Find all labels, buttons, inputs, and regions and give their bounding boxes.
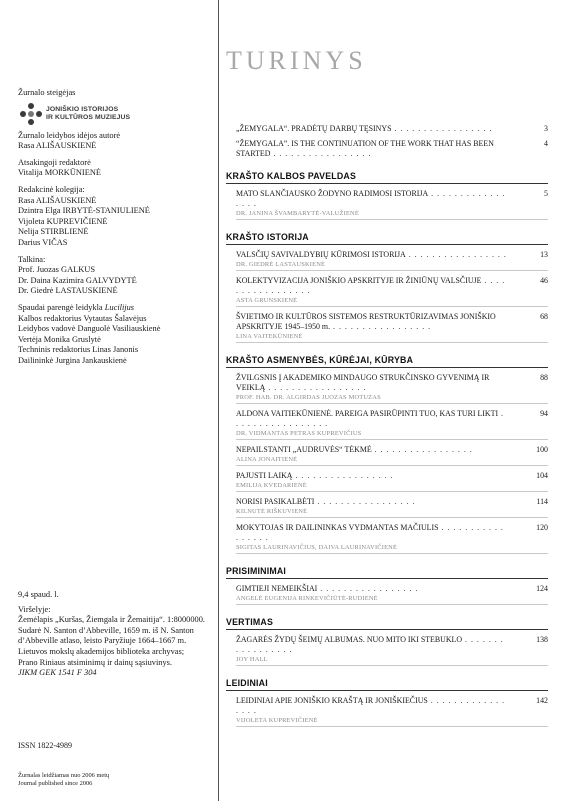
toc-entry-title xyxy=(236,635,548,655)
toc-entry-author: LINA VAITEKŪNIENĖ xyxy=(236,333,303,340)
board-member: Nelija STIRBLIENĖ xyxy=(18,227,89,237)
cover-desc: d’Abbeville atlaso, leisto Paryžiuje 1664–1667 m. xyxy=(18,636,187,646)
section-heading: PRISIMINIMAI xyxy=(226,566,548,579)
entry-rule xyxy=(236,517,548,518)
editor-name: Vitalija MORKŪNIENĖ xyxy=(18,168,102,178)
toc-entry-title-text: VALSČIŲ SAVIVALDYBIŲ KŪRIMOSI ISTORIJA xyxy=(236,250,406,259)
toc-entry-title xyxy=(236,189,548,209)
leader-dots: . . . . . . . . . . . . . . . . . xyxy=(270,149,372,158)
toc-entry-title xyxy=(236,523,548,543)
toc-section xyxy=(226,566,548,605)
founder-label: Žurnalo steigėjas xyxy=(18,88,76,97)
print-sheets: 9,4 spaud. l. xyxy=(18,590,59,599)
toc-entry-title-text: LEIDINIAI APIE JONIŠKIO KRAŠTĄ IR JONIŠKIEČIUS xyxy=(236,696,428,705)
toc-page-number: 138 xyxy=(536,635,548,644)
cover-desc: Sudarė N. Santon d’Abbeville, 1659 m. iš N. Santon xyxy=(18,625,194,635)
toc-entry-title-text: ALDONA VAITIEKŪNIENĖ. PAREIGA PASIRŪPINTI TUO, KAS TURI LIKTI xyxy=(236,409,499,418)
leader-dots: . . . . . . . . . . . . . . . . . xyxy=(236,189,506,208)
toc-page-number: 104 xyxy=(536,471,548,480)
board-member: Darius VIČAS xyxy=(18,237,68,247)
leader-dots: . . . . . . . . . . . . . . . . . xyxy=(236,696,506,715)
toc-page-number: 114 xyxy=(536,497,548,506)
press-name: Lucilijus xyxy=(104,302,135,312)
toc-entry-title-text: GIMTIEJI NEMEIKŠIAI xyxy=(236,584,318,593)
toc-page-number: 142 xyxy=(536,696,548,705)
leader-dots: . . . . . . . . . . . . . . . . . xyxy=(236,276,506,295)
toc-entry[interactable] xyxy=(236,139,548,159)
toc-entry[interactable] xyxy=(236,471,548,492)
toc-entry[interactable] xyxy=(236,635,548,666)
press-credit: Techninis redaktorius Linas Janonis xyxy=(18,345,139,355)
toc-entry-title xyxy=(236,497,548,507)
toc-entry-title xyxy=(236,124,548,134)
toc-entry-title-text: ŠVIETIMO IR KULTŪROS SISTEMOS RESTRUKTŪRIZAVIMAS JONIŠKIO APSKRITYJE 1945–1950 m. xyxy=(236,312,496,331)
leader-dots: . . . . . . . . . . . . . . . . . xyxy=(405,250,507,259)
toc-section xyxy=(226,232,548,343)
leader-dots: . . . . . . . . . . . . . . . . . xyxy=(314,497,416,506)
section-heading: KRAŠTO ISTORIJA xyxy=(226,232,548,245)
entry-rule xyxy=(236,726,548,727)
toc-entry-title xyxy=(236,471,548,481)
toc-page-number: 88 xyxy=(540,373,548,382)
editor-label: Atsakingoji redaktorė xyxy=(18,157,91,167)
cover-desc: Lietuvos mokslų akademijos biblioteka archyvas; xyxy=(18,646,185,656)
leader-dots: . . . . . . . . . . . . . . . . . xyxy=(236,523,504,542)
toc-entry-title xyxy=(236,312,548,332)
toc-page-number: 68 xyxy=(540,312,548,321)
board-member: Rasa ALIŠAUSKIENĖ xyxy=(18,195,97,205)
press-credit: Kalbos redaktorius Vytautas Šalavėjus xyxy=(18,313,147,323)
toc-entry-title xyxy=(236,373,548,393)
toc-entry-title-text: “ŽEMYGALA”. IS THE CONTINUATION OF THE WORK THAT HAS BEEN STARTED xyxy=(236,139,494,158)
toc-entry-title-text: PAJUSTI LAIKĄ xyxy=(236,471,293,480)
toc-entry[interactable] xyxy=(236,409,548,440)
section-heading: LEIDINIAI xyxy=(226,678,548,691)
entry-rule xyxy=(236,491,548,492)
toc-page-number: 5 xyxy=(544,189,548,198)
leader-dots: . . . . . . . . . . . . . . . . . xyxy=(292,471,394,480)
entry-rule xyxy=(236,665,548,666)
talkina-label: Talkina: xyxy=(18,254,46,264)
board-label: Redakcinė kolegija: xyxy=(18,184,85,194)
entry-rule xyxy=(236,306,548,307)
toc-section xyxy=(226,678,548,727)
toc-entry-title xyxy=(236,584,548,594)
toc-entry-title-text: ŽVILGSNIS Į AKADEMIKO MINDAUGO STRUKČINSKO GYVENIMĄ IR VEIKLĄ xyxy=(236,373,490,392)
toc-page-number: 46 xyxy=(540,276,548,285)
toc-entry[interactable] xyxy=(236,189,548,220)
toc-entry-title-text: „ŽEMYGALA“. PRADĖTŲ DARBŲ TĘSINYS xyxy=(236,124,392,133)
cover-label: Viršelyje: xyxy=(18,604,51,614)
section-heading: KRAŠTO ASMENYBĖS, KŪRĖJAI, KŪRYBA xyxy=(226,355,548,368)
entry-rule xyxy=(236,270,548,271)
toc-entry[interactable] xyxy=(236,124,548,134)
entry-rule xyxy=(236,553,548,554)
toc-entry-author: KILNUTĖ RIŠKUVIENĖ xyxy=(236,508,308,515)
toc-entry-title xyxy=(236,250,548,260)
entry-rule xyxy=(236,439,548,440)
leader-dots: . . . . . . . . . . . . . . . . . xyxy=(236,409,505,428)
board-member: Vijoleta KUPREVIČIENĖ xyxy=(18,216,108,226)
contributor: Dr. Giedrė LASTAUSKIENĖ xyxy=(18,286,118,296)
press-credit: Vertėja Monika Gruslytė xyxy=(18,334,101,344)
table-of-contents xyxy=(226,124,548,739)
toc-entry-author: ASTA GRUNSKIENĖ xyxy=(236,297,298,304)
toc-page-number: 120 xyxy=(536,523,548,532)
toc-page-number: 4 xyxy=(544,139,548,148)
logo-line-1: JONIŠKIO ISTORIJOS xyxy=(46,106,119,113)
toc-page-number: 94 xyxy=(540,409,548,418)
contributor: Prof. Juozas GALKUS xyxy=(18,265,95,275)
toc-entry-author: ANGELĖ EUGENIJA RINKEVIČIŪTĖ-RUDIENĖ xyxy=(236,595,378,602)
toc-entry-title-text: NORISI PASIKALBĖTI xyxy=(236,497,315,506)
toc-section xyxy=(226,171,548,220)
contributors xyxy=(18,255,218,297)
toc-entry[interactable] xyxy=(236,276,548,307)
museum-logo-icon xyxy=(20,103,42,125)
toc-entry[interactable] xyxy=(236,312,548,343)
toc-entry-author: DR. VIDMANTAS PETRAS KUPREVIČIUS xyxy=(236,430,362,437)
leader-dots: . . . . . . . . . . . . . . . . . xyxy=(391,124,493,133)
page-title: TURINYS xyxy=(226,46,367,75)
toc-entry-title xyxy=(236,445,548,455)
toc-entry-author: EMILIJA KVEDARIENĖ xyxy=(236,482,307,489)
entry-rule xyxy=(236,604,548,605)
logo-line-2: IR KULTŪROS MUZIEJUS xyxy=(46,113,131,121)
toc-entry[interactable] xyxy=(236,696,548,727)
toc-entry-author: SIGITAS LAURINAVIČIUS, DAIVA LAURINAVIČIENĖ xyxy=(236,544,398,551)
leader-dots: . . . . . . . . . . . . . . . . . xyxy=(317,584,419,593)
contributor: Dr. Daina Kazimira GALVYDYTĖ xyxy=(18,275,137,285)
leader-dots: . . . . . . . . . . . . . . . . . xyxy=(330,322,432,331)
leader-dots: . . . . . . . . . . . . . . . . . xyxy=(371,445,473,454)
toc-entry-author: VIJOLETA KUPREVIČIENĖ xyxy=(236,717,318,724)
column-divider xyxy=(218,0,219,801)
issn: ISSN 1822-4989 xyxy=(18,741,73,750)
toc-entry[interactable] xyxy=(236,373,548,404)
masthead xyxy=(18,88,218,372)
leader-dots: . . . . . . . . . . . . . . . . . xyxy=(265,383,367,392)
press-credit: Dailininkė Jurgina Jankauskienė xyxy=(18,355,127,365)
editorial-board xyxy=(18,185,218,249)
toc-page-number: 100 xyxy=(536,445,548,454)
publisher-credits xyxy=(18,303,218,367)
publication-since: Žurnalas leidžiamas nuo 2006 metų Journal published since 2006 xyxy=(18,772,110,787)
cover-desc: Prano Riniaus atsiminimų ir dainų sąsiuvinys. xyxy=(18,657,173,667)
toc-entry-author: JOY HALL xyxy=(236,656,268,663)
toc-section xyxy=(226,355,548,554)
toc-entry-author: ALINA JONAITIENĖ xyxy=(236,456,298,463)
toc-entry[interactable] xyxy=(236,523,548,554)
board-member: Dzintra Elga IRBYTĖ-STANIULIENĖ xyxy=(18,206,150,216)
entry-rule xyxy=(236,465,548,466)
entry-rule xyxy=(236,342,548,343)
toc-page-number: 124 xyxy=(536,584,548,593)
press-line: Spaudai parengė leidykla Lucilijus xyxy=(18,302,135,312)
toc-page-number: 13 xyxy=(540,250,548,259)
toc-entry[interactable] xyxy=(236,445,548,466)
cover-ref: JIKM GEK 1541 F 304 xyxy=(18,668,97,678)
author-idea-label: Žurnalo leidybos idėjos autorė xyxy=(18,130,121,140)
toc-entry-title-text: ŽAGARĖS ŽYDŲ ŠEIMŲ ALBUMAS. NUO MITO IKI STEBUKLO xyxy=(236,635,463,644)
toc-entry[interactable] xyxy=(236,497,548,518)
toc-entry-title xyxy=(236,139,548,159)
entry-rule xyxy=(236,403,548,404)
toc-entry-title-text: MATO SLANČIAUSKO ŽODYNO RADIMOSI ISTORIJA xyxy=(236,189,429,198)
toc-entry-author: PROF. HAB. DR. ALGIRDAS JUOZAS MOTUZAS xyxy=(236,394,381,401)
toc-page-number: 3 xyxy=(544,124,548,133)
section-heading: KRAŠTO KALBOS PAVELDAS xyxy=(226,171,548,184)
leader-dots: . . . . . . . . . . . . . . . . . xyxy=(236,635,504,654)
cover-desc: Žemėlapis „Kuršas, Žiemgala ir Žemaitija“. 1:8000000. xyxy=(18,615,205,625)
toc-entry-title xyxy=(236,696,548,716)
toc-entry-title-text: MOKYTOJAS IR DAILININKAS VYDMANTAS MAČIULIS xyxy=(236,523,439,532)
author-idea-name: Rasa ALIŠAUSKIENĖ xyxy=(18,141,97,151)
toc-entry-title-text: NEPAILSTANTI „AUDRUVĖS“ TĖKMĖ xyxy=(236,445,372,454)
toc-entry-title xyxy=(236,409,548,429)
toc-entry[interactable] xyxy=(236,250,548,271)
museum-logo xyxy=(20,103,218,125)
toc-entry[interactable] xyxy=(236,584,548,605)
toc-section xyxy=(226,617,548,666)
toc-entry-author: DR. GIEDRĖ LASTAUSKIENĖ xyxy=(236,261,326,268)
entry-rule xyxy=(236,219,548,220)
toc-entry-author: DR. JANINA ŠVAMBARYTĖ-VALUŽIENĖ xyxy=(236,210,359,217)
toc-entry-title xyxy=(236,276,548,296)
print-info xyxy=(18,590,233,679)
press-credit: Leidybos vadovė Danguolė Vasiliauskienė xyxy=(18,324,161,334)
toc-entry-title-text: KOLEKTYVIZACIJA JONIŠKIO APSKRITYJE IR ŽINIŪNŲ VALSČIUJE xyxy=(236,276,482,285)
section-heading: VERTIMAS xyxy=(226,617,548,630)
